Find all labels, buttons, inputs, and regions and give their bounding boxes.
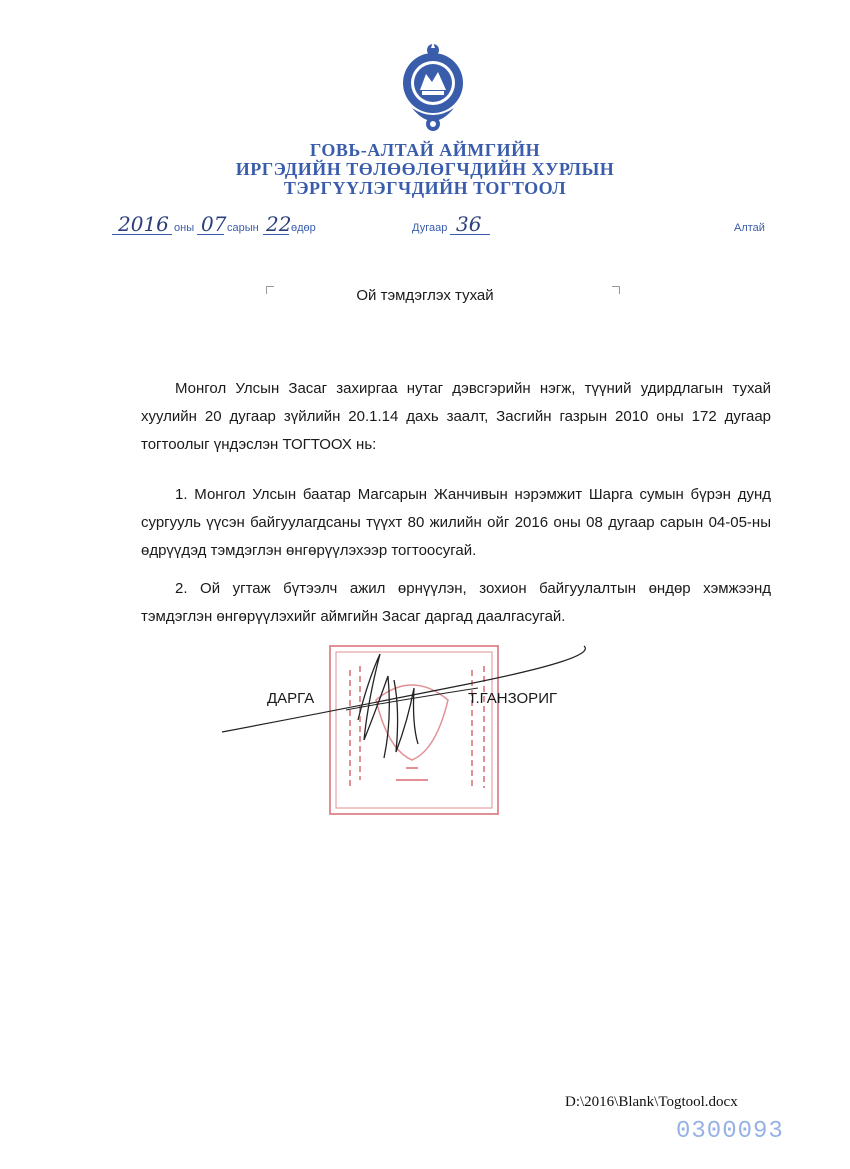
date-day-label: өдөр xyxy=(291,222,316,234)
date-day: 22 xyxy=(266,212,292,236)
date-month-label: сарын xyxy=(227,222,259,234)
date-line xyxy=(0,214,850,240)
header-line-2: ИРГЭДИЙН ТӨЛӨӨЛӨГЧДИЙН ХУРЛЫН xyxy=(235,159,615,179)
date-month: 07 xyxy=(201,212,227,236)
file-path: D:\2016\Blank\Togtool.docx xyxy=(565,1094,738,1110)
place-name: Алтай xyxy=(734,222,765,234)
resolution-item-2: 2. Ой угтаж бүтээлч ажил өрнүүлэн, зохион байгуулалтын өндөр хэмжээнд тэмдэглэн өнгөрүүлэхийг аймгийн Засаг даргад даалгасугай. xyxy=(141,580,771,625)
serial-number: 0300093 xyxy=(676,1118,784,1145)
date-year-label: оны xyxy=(174,222,195,234)
signer-name: Т.ГАНЗОРИГ xyxy=(468,690,558,707)
state-emblem-icon xyxy=(398,38,468,134)
header-line-3: ТЭРГҮҮЛЭГЧДИЙН ТОГТООЛ xyxy=(283,178,567,198)
header-line-1: ГОВЬ-АЛТАЙ АЙМГИЙН xyxy=(309,140,541,160)
intro-paragraph: Монгол Улсын Засаг захиргаа нутаг дэвсгэрийн нэгж, түүний удирдлагын тухай хуулийн 20 дугаар зүйлийн 20.1.14 дахь заалт, Засгийн газрын 2010 оны 172 дугаар тогтоолыг үндэслэн ТОГТООХ нь: xyxy=(141,380,771,453)
document-subject: Ой тэмдэглэх тухай xyxy=(356,287,494,304)
resolution-item-1: 1. Монгол Улсын баатар Магсарын Жанчивын нэрэмжит Шарга сумын бүрэн дунд сургууль үүсэн байгуулагдсаны түүхт 80 жилийн ойг 2016 оны 08 дугаар сарын 04-05-ны өдрүүдэд тэмдэглэн өнгөрүүлэхээр тогтоосугай. xyxy=(141,486,771,559)
document-number: 36 xyxy=(456,212,482,236)
number-label: Дугаар xyxy=(412,222,448,234)
signer-title: ДАРГА xyxy=(267,690,315,707)
date-year: 2016 xyxy=(118,212,169,236)
